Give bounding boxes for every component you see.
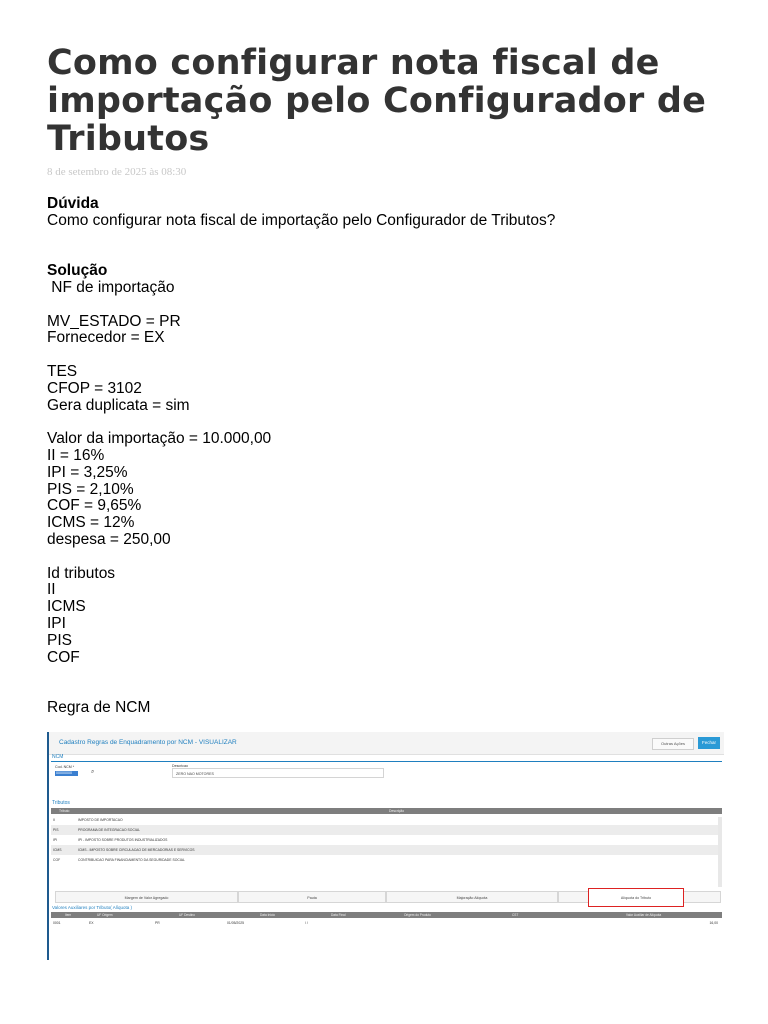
tributo-description: PROGRAMA DE INTEGRACAO SOCIAL <box>78 828 140 832</box>
tab-aliquota: Alíquota do Tributo <box>588 888 684 907</box>
cell-uf-destino: PR <box>155 921 160 925</box>
solucao-line: Id tributos <box>47 564 116 582</box>
col-valor-auxiliar: Valor Auxiliar de Alíquota <box>626 913 662 917</box>
cod-ncm-label: Cod. NCM * <box>55 765 75 769</box>
col-uf-origem: UF Origem <box>97 913 113 917</box>
solucao-line <box>47 347 737 364</box>
tributo-description: CONTRIBUICAO PARA FINANCIAMENTO DA SEGURIDADE SOCIAL <box>78 858 185 862</box>
solucao-line: NF de importação <box>47 278 175 296</box>
tributo-code: PIS <box>53 828 59 832</box>
tributo-description: ICMS - IMPOSTO SOBRE CIRCULACAO DE MERCADORIAS E SERVICOS <box>78 848 195 852</box>
solucao-lines <box>47 280 737 717</box>
solucao-line <box>47 297 737 314</box>
valores-table-row <box>51 919 722 928</box>
solucao-line: ICMS <box>47 598 86 616</box>
descricao-field: ZERO NAO MOTORES <box>172 768 384 778</box>
tributo-row <box>51 825 722 835</box>
col-data-inicio: Data Inicio <box>260 913 276 917</box>
search-icon: ⌕ <box>91 769 95 775</box>
col-cst: CST <box>512 913 519 917</box>
tributo-code: IPI <box>53 838 58 842</box>
solucao-line <box>47 666 737 683</box>
solucao-line: COF <box>47 648 80 666</box>
col-item: Item <box>65 913 72 917</box>
duvida-heading: Dúvida <box>47 195 99 212</box>
tributo-row <box>51 815 722 825</box>
cell-uf-origem: EX <box>89 921 94 925</box>
screenshot-header <box>49 732 724 755</box>
solucao-line: PIS = 2,10% <box>47 480 134 498</box>
solucao-line: MV_ESTADO = PR <box>47 312 181 330</box>
tributo-row <box>51 845 722 855</box>
tributo-code: II <box>53 818 55 822</box>
solucao-line: Regra de NCM <box>47 698 151 716</box>
outras-acoes-button: Outras Ações <box>652 738 694 750</box>
scrollbar <box>718 817 722 887</box>
tabs-bar <box>51 891 722 904</box>
fechar-button: Fechar <box>698 737 720 749</box>
solucao-line <box>47 549 737 566</box>
solucao-line <box>47 683 737 700</box>
cell-valor-auxiliar: 16,00 <box>709 921 718 925</box>
solucao-line: CFOP = 3102 <box>47 379 142 397</box>
ncm-section-line <box>51 761 722 762</box>
solucao-line: Valor da importação = 10.000,00 <box>47 430 272 448</box>
solucao-line <box>47 414 737 431</box>
solucao-line: II <box>47 581 56 599</box>
solucao-line: Fornecedor = EX <box>47 329 165 347</box>
solucao-line: ICMS = 12% <box>47 514 135 532</box>
valores-table-header <box>51 912 722 918</box>
article-body <box>47 196 737 717</box>
tributo-code: COF <box>53 858 61 862</box>
article-date: 8 de setembro de 2025 às 08:30 <box>47 166 187 178</box>
ncm-section-label: NCM <box>52 754 64 760</box>
col-descricao: Descrição <box>389 809 405 813</box>
solucao-line: IPI <box>47 614 66 632</box>
solucao-line: Gera duplicata = sim <box>47 396 190 414</box>
tab-pauta: Pauta <box>238 891 386 903</box>
solucao-line: IPI = 3,25% <box>47 463 128 481</box>
duvida-text: Como configurar nota fiscal de importação pelo Configurador de Tributos? <box>47 211 556 229</box>
descricao-label: Descricao <box>172 764 188 768</box>
solucao-line: PIS <box>47 631 72 649</box>
tributo-row <box>51 855 722 865</box>
solucao-line: despesa = 250,00 <box>47 530 171 548</box>
col-uf-destino: UF Destino <box>179 913 195 917</box>
tributo-row <box>51 835 722 845</box>
tributos-section-label: Tributos <box>52 800 70 806</box>
tributo-description: IMPOSTO DE IMPORTACAO <box>78 818 123 822</box>
solucao-line: II = 16% <box>47 446 105 464</box>
embedded-screenshot <box>47 732 724 960</box>
cell-data-final: / / <box>305 921 308 925</box>
col-data-final: Data Final <box>331 913 346 917</box>
tributos-table-header <box>51 808 722 814</box>
tab-margem: Margem de Valor Agregado <box>55 891 238 903</box>
tributo-code: ICMS <box>53 848 62 852</box>
solucao-line: COF = 9,65% <box>47 497 142 515</box>
article-title: Como configurar nota fiscal de importação pelo Configurador de Tributos <box>47 43 707 159</box>
cod-ncm-value: 00000000 <box>55 771 78 776</box>
cell-data-inicio: 01/05/2025 <box>227 921 244 925</box>
screenshot-window-title: Cadastro Regras de Enquadramento por NCM - VISUALIZAR <box>59 739 237 746</box>
col-tributo: Tributo <box>59 809 70 813</box>
tab-majoracao: Majoração Alíquota <box>386 891 558 903</box>
solucao-line: TES <box>47 362 78 380</box>
solucao-heading: Solução <box>47 262 108 280</box>
valores-section-label: Valores Auxiliares por Tributo( Alíquota ) <box>52 905 132 910</box>
cell-item: 0001 <box>53 921 61 925</box>
col-origem-produto: Origem do Produto <box>404 913 431 917</box>
tributo-description: IPI - IMPOSTO SOBRE PRODUTOS INDUSTRIALIZADOS <box>78 838 168 842</box>
